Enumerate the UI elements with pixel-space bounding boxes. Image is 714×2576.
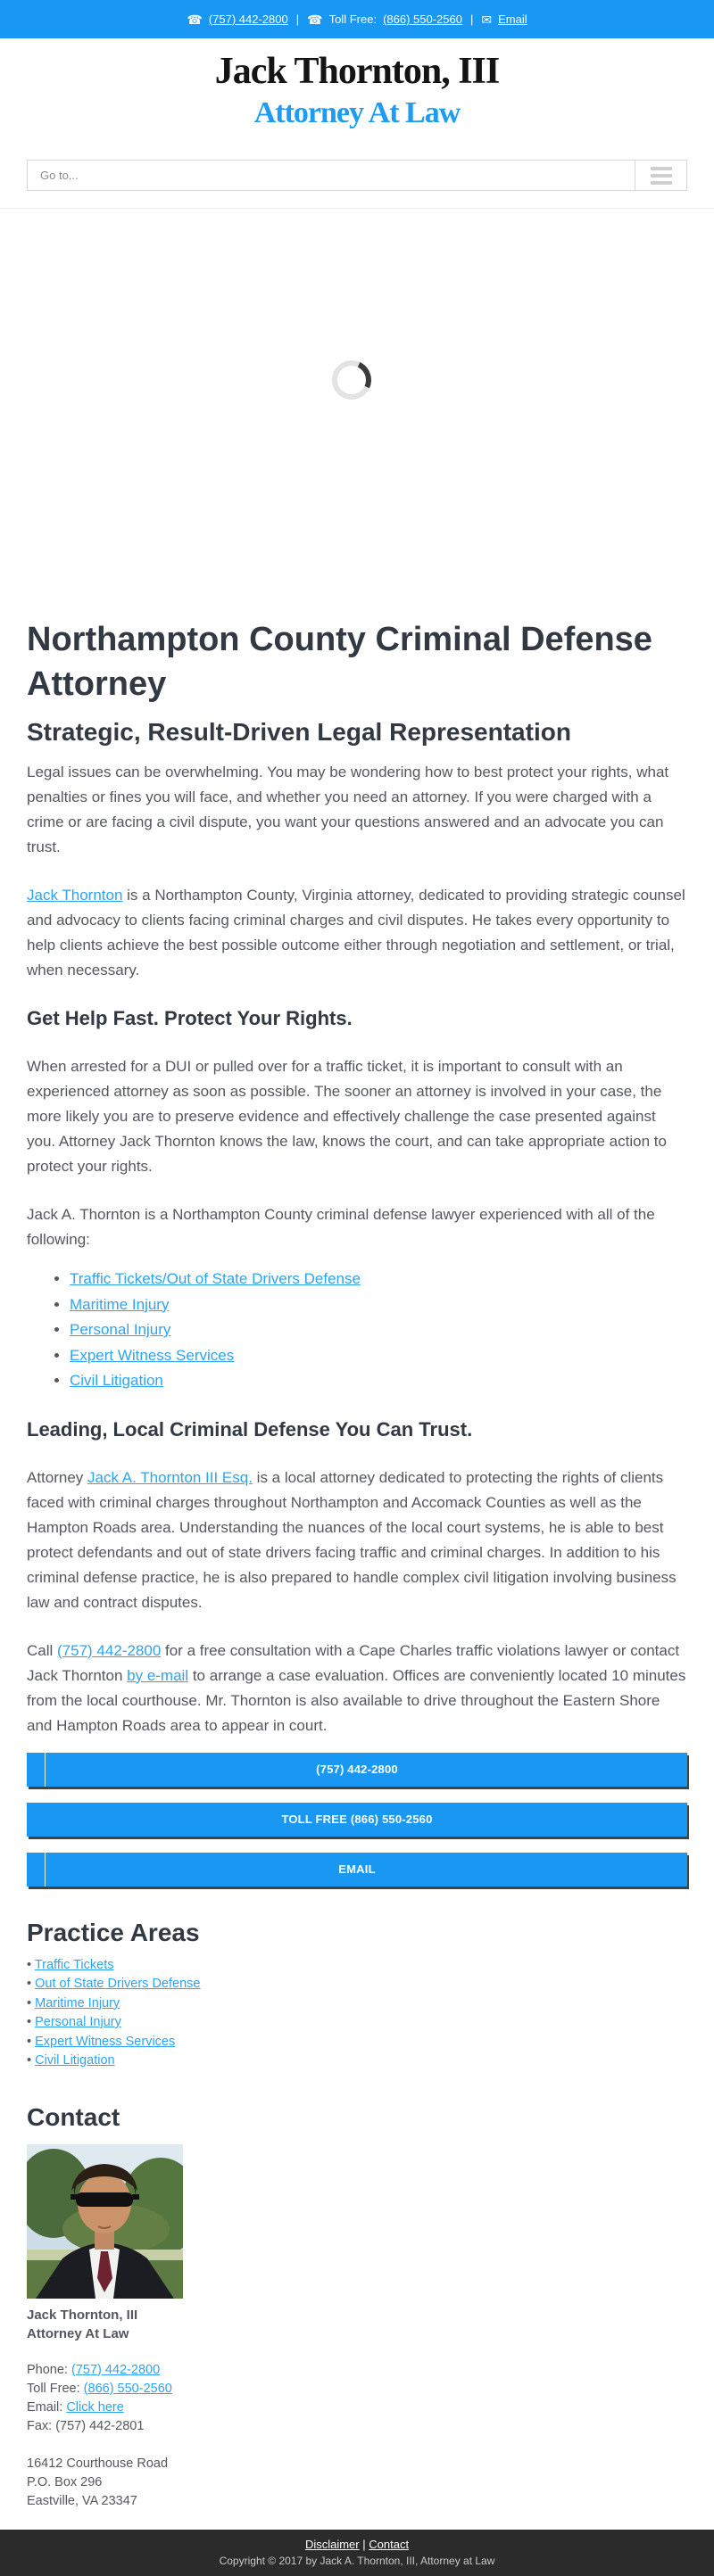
footer-contact-link[interactable]: Contact (369, 2538, 410, 2551)
button-left-divider (45, 1753, 46, 1787)
attorney-portrait-photo (27, 2144, 183, 2299)
service-link-civil-litigation[interactable]: Civil Litigation (70, 1372, 163, 1389)
list-item (27, 1994, 687, 2014)
dui-text: When arrested for a DUI or pulled over for a traffic ticket, it is important to consult with an experienced attorney as soon as possible. The sooner an attorney is involved in your case, the more likely you are to preserve evidence and effectively challenge the case presented against you. Attorney Jack Thornton knows the law, knows the court, and can take appropriate action to protect your rights. (27, 1058, 667, 1175)
service-link-expert-witness[interactable]: Expert Witness Services (70, 1346, 235, 1364)
get-help-heading: Get Help Fast. Protect Your Rights. (27, 1007, 353, 1029)
mobile-nav-bar (27, 160, 687, 191)
email-label: Email: (27, 2399, 67, 2415)
contact-name (27, 2306, 687, 2343)
about-paragraph (27, 883, 687, 983)
main-content (0, 617, 714, 2511)
dui-paragraph (27, 1054, 687, 1179)
loading-spinner-icon (327, 355, 377, 405)
slider-loading-area (0, 209, 714, 610)
service-link-maritime-injury[interactable]: Maritime Injury (70, 1295, 170, 1313)
practice-areas-list (27, 1956, 687, 2071)
call-text: to arrange a case evaluation. Offices are conveniently located 10 minutes from the local courthouse. Mr. Thornton is also available to drive throughout the Eastern Shore and Hampton Roads area to appear in court. (27, 1666, 686, 1734)
practice-areas-heading: Practice Areas (27, 1918, 200, 1946)
list-item (27, 2013, 687, 2033)
goto-dropdown[interactable]: Go to... (40, 169, 79, 182)
phone-icon: ☎ (187, 12, 203, 27)
address-line: P.O. Box 296 (27, 2474, 103, 2489)
services-list (27, 1267, 687, 1394)
button-left-divider (45, 1853, 46, 1887)
service-link-personal-injury[interactable]: Personal Injury (70, 1321, 171, 1338)
tollfree-call-button[interactable] (27, 1803, 687, 1837)
contact-tagline-line: Attorney At Law (27, 2325, 129, 2341)
list-item (70, 1317, 687, 1343)
contact-name-line: Jack Thornton, III (27, 2307, 138, 2323)
pa-link-personal-injury[interactable]: Personal Injury (35, 2015, 121, 2029)
contact-tollfree-link[interactable]: (866) 550-2560 (83, 2381, 172, 2396)
topbar-email-link[interactable]: Email (498, 12, 527, 26)
phone-call-button[interactable] (27, 1753, 687, 1787)
button-label: TOLL FREE (866) 550-2560 (281, 1812, 433, 1826)
site-name[interactable]: Jack Thornton, III (214, 51, 500, 92)
local-attorney-text: is a local attorney dedicated to protecting the rights of clients faced with criminal charges throughout Northampton and Accomack Counties as well as the Hampton Roads area. Understanding the nuances of the local court systems, he is able to best protect defendants and out of state drivers facing traffic and criminal charges. In addition to his criminal defense practice, he is also prepared to handle complex civil litigation involving business law and contract disputes. (27, 1468, 677, 1611)
tollfree-label: Toll Free: (27, 2381, 84, 2396)
disclaimer-link[interactable]: Disclaimer (304, 2538, 360, 2551)
pa-link-civil-litigation[interactable]: Civil Litigation (35, 2053, 115, 2068)
local-attorney-paragraph (27, 1466, 687, 1615)
call-phone-link[interactable]: (757) 442-2800 (57, 1641, 162, 1659)
jack-thornton-link[interactable]: Jack Thornton (27, 887, 123, 904)
hamburger-bar (651, 181, 672, 185)
contact-email-line (27, 2398, 687, 2417)
contact-phone-line (27, 2361, 687, 2380)
by-email-link[interactable]: by e-mail (127, 1666, 189, 1684)
list-item (27, 2052, 687, 2071)
footer-separator: | (362, 2538, 366, 2551)
page-subtitle: Strategic, Result-Driven Legal Representation (27, 718, 571, 746)
phone-label: Phone: (27, 2362, 71, 2377)
top-contact-bar (0, 0, 714, 38)
email-button[interactable] (27, 1853, 687, 1887)
call-text: for a free consultation with a Cape Charles traffic violations lawyer or contact Jack Thornton (27, 1641, 680, 1684)
phone-icon: ☎ (307, 12, 323, 27)
list-item (27, 2033, 687, 2052)
address-line: Eastville, VA 23347 (27, 2493, 137, 2508)
experience-text: Jack A. Thornton is a Northampton County criminal defense lawyer experienced with all of the following: (27, 1206, 655, 1248)
copyright-text: Copyright © 2017 by Jack A. Thornton, III, Attorney at Law (219, 2555, 495, 2567)
envelope-icon: ✉ (481, 12, 493, 27)
contact-heading: Contact (27, 2102, 120, 2131)
thornton-esq-link[interactable]: Jack A. Thornton III Esq. (87, 1468, 253, 1486)
local-defense-heading: Leading, Local Criminal Defense You Can Trust. (27, 1417, 473, 1441)
topbar-phone-link[interactable]: (757) 442-2800 (208, 12, 288, 26)
contact-tollfree-line (27, 2380, 687, 2398)
hamburger-menu-button[interactable] (635, 161, 686, 190)
experience-paragraph (27, 1202, 687, 1252)
topbar-separator: | (469, 12, 474, 26)
list-item (27, 1956, 687, 1976)
contact-phone-link[interactable]: (757) 442-2800 (71, 2362, 161, 2377)
list-item (70, 1343, 687, 1369)
list-item (70, 1368, 687, 1394)
pa-link-expert-witness[interactable]: Expert Witness Services (35, 2034, 176, 2049)
hamburger-bar (651, 174, 672, 178)
local-attorney-text: Attorney (27, 1468, 88, 1486)
contact-details (27, 2361, 687, 2436)
call-paragraph (27, 1639, 687, 1738)
service-link-traffic-tickets[interactable]: Traffic Tickets/Out of State Drivers Defense (70, 1270, 361, 1287)
topbar-tollfree-link[interactable]: (866) 550-2560 (383, 12, 462, 26)
list-item (70, 1292, 687, 1318)
button-label: (757) 442-2800 (316, 1762, 398, 1776)
office-address (27, 2455, 687, 2511)
pa-link-traffic-tickets[interactable]: Traffic Tickets (34, 1957, 114, 1972)
tollfree-label: Toll Free: (328, 12, 378, 26)
call-text: Call (27, 1641, 58, 1659)
intro-text: Legal issues can be overwhelming. You may be wondering how to best protect your rights, what penalties or fines you will face, and whether you need an attorney. If you were charged with a crime or are facing a civil dispute, you want your questions answered and an advocate you can trust. (27, 764, 669, 855)
intro-paragraph (27, 760, 687, 860)
contact-fax-line: Fax: (757) 442-2801 (27, 2418, 145, 2433)
topbar-separator: | (295, 12, 300, 26)
site-footer (0, 2530, 714, 2576)
site-header (0, 38, 714, 133)
hamburger-bar (651, 167, 672, 170)
about-text: is a Northampton County, Virginia attorney, dedicated to providing strategic counsel and advocacy to clients facing criminal charges and civil disputes. He takes every opportunity to help clients achieve the best possible outcome either through negotiation and settlement, or trial, when necessary. (27, 887, 685, 978)
address-line: 16412 Courthouse Road (27, 2456, 169, 2471)
contact-email-link[interactable]: Click here (66, 2399, 124, 2415)
button-label: EMAIL (338, 1862, 376, 1876)
pa-link-out-of-state[interactable]: Out of State Drivers Defense (35, 1977, 201, 1991)
list-item (70, 1267, 687, 1292)
page-title: Northampton County Criminal Defense Attorney (27, 621, 652, 703)
list-item (27, 1975, 687, 1994)
footer-links (0, 2537, 714, 2552)
pa-link-maritime-injury[interactable]: Maritime Injury (35, 1995, 120, 2010)
site-tagline: Attorney At Law (253, 96, 461, 129)
